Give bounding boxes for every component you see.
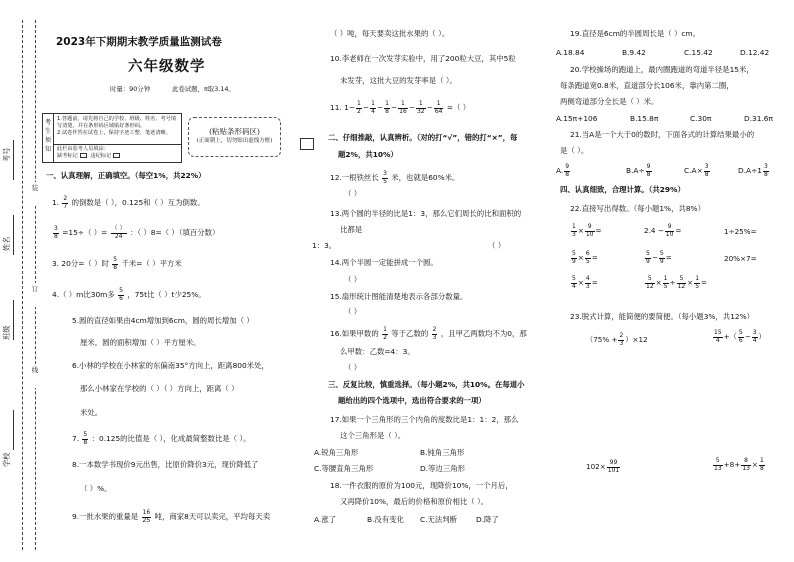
seal-char-3: 线 (30, 364, 40, 388)
fraction: $\frac{2}{3}$ (432, 326, 437, 341)
question-12: 12.一根铁丝长 $\frac{3}{5}$ 米，也就是60%米。 (330, 170, 460, 185)
question-16-line-1: 16.如果甲数的 $\frac{1}{2}$ 等于乙数的 $\frac{2}{3}$ ，且甲乙两数均不为0，那 (330, 326, 527, 341)
seal-char-1: 装 (30, 182, 40, 206)
q21-option-c[interactable]: C.A× $\frac{3}{8}$ (684, 163, 709, 178)
section-2-line-2: 题2%，共10%） (338, 150, 398, 159)
fraction: $\frac{2}{7}$ (63, 195, 68, 210)
q17-option-c[interactable]: C.等腰直角三角形 (314, 464, 374, 473)
barcode-area (188, 117, 281, 157)
missing-label: 缺考标记 (57, 153, 78, 159)
seal-char-2: 订 (30, 283, 40, 307)
time-note: 时量：90分钟 (110, 85, 151, 93)
label-exam-number: 考号 (2, 147, 11, 162)
notice-line-1: 1.答题前，请先将自己的学校、班级、姓名、考号填写清楚，并在条形码区域贴好条形码。 (57, 116, 177, 129)
q18-option-b[interactable]: B.没有变化 (367, 515, 404, 524)
fraction: $\frac{5}{8}$ (113, 256, 118, 271)
q18-option-d[interactable]: D.降了 (476, 515, 499, 524)
fraction: $\frac{1}{2}$ (383, 326, 387, 341)
q22-item-1: $\frac{1}{3}$ × $\frac{9}{10}$ = (572, 223, 602, 238)
pi-note: 此卷试题，π取3.14。 (172, 85, 235, 93)
question-19: 19.直径是6cm的半圆周长是（ ）cm。 (570, 29, 701, 38)
question-9-cont: （ ）吨，每天要卖这批水果的（ ）。 (330, 29, 450, 38)
q20-option-d[interactable]: D.31.6π (744, 114, 773, 123)
fraction: $\frac{9}{8}$ (565, 163, 570, 178)
label-school: 学校 (2, 452, 11, 467)
score-box (300, 138, 314, 150)
section-1-title: 一、认真理解，正确填空。（每空1%，共22%） (46, 171, 206, 180)
missing-checkbox[interactable] (80, 153, 87, 158)
barcode-label: (粘贴条形码区) (209, 127, 260, 136)
question-16-answer: （ ） (344, 363, 362, 372)
fraction: $\frac{3}{5}$ (383, 170, 387, 185)
q20-option-a[interactable]: A.15π+106 (556, 114, 598, 123)
question-1: 1. $\frac{2}{7}$ 的倒数是（ ），0.125和（ ）互为倒数。 (52, 195, 205, 210)
violation-checkbox[interactable] (113, 153, 120, 158)
fraction: $\frac{1}{4}$ (371, 100, 375, 115)
question-4: 4.（ ）m比30m多 $\frac{5}{6}$ ，75t比（ ）t少25%。 (52, 287, 206, 302)
name-field (13, 215, 14, 255)
question-5-line-1: 5.圆的直径如果由4cm增加到6cm，圆的周长增加（ ） (72, 316, 254, 325)
exam-number-field (13, 140, 14, 180)
section-4-title: 四、认真细致，合理计算。（共29%） (560, 185, 685, 194)
q22-item-8: $\frac{5}{12}$ × $\frac{1}{5}$ ÷ $\frac{5}{12}$ × $\frac{1}{5}$ = (646, 275, 708, 290)
q22-item-4: $\frac{5}{9}$ × $\frac{6}{5}$ = (572, 250, 598, 265)
fraction: $\frac{1}{64}$ (434, 100, 443, 115)
missing-note: 此栏由监考人员填涂： (57, 146, 109, 152)
question-13-line-1: 13.两个圆的半径的比是1：3，那么它们周长的比和面积的 (330, 209, 522, 218)
question-7: 7. $\frac{5}{8}$ ：0.125的比值是（ ），化成最简整数比是（ ）。 (72, 431, 251, 446)
q17-option-d[interactable]: D.等边三角形 (420, 464, 465, 473)
violation-label: 违纪标记 (90, 153, 112, 159)
q19-option-d[interactable]: D.12.42 (740, 48, 770, 57)
question-9: 9.一批水果的重量是 $\frac{16}{25}$ 吨，商家8天可以卖完，平均每天卖 (72, 509, 271, 524)
question-14-answer: （ ） (344, 275, 362, 284)
q19-option-a[interactable]: A.18.84 (556, 48, 585, 57)
q17-option-b[interactable]: B.钝角三角形 (420, 448, 465, 457)
class-field (13, 300, 14, 340)
question-3: 3. 20分=（ ）时 $\frac{5}{8}$ 千米=（ ）平方米 (52, 256, 182, 271)
q23-item-3: 102× $\frac{99}{101}$ (586, 459, 620, 474)
fraction: $\frac{16}{25}$ (142, 509, 151, 524)
label-class: 班级 (2, 325, 11, 340)
q18-option-a[interactable]: A.涨了 (314, 515, 337, 524)
question-18-line-1: 18.一件衣服的原价为100元，现降价10%，一个月后， (330, 481, 513, 490)
label-name: 姓名 (2, 236, 11, 251)
q23-item-4: $\frac{5}{13}$ +8+ $\frac{8}{13}$ × $\frac{1}{8}$ (714, 457, 764, 472)
question-10-line-1: 10.李老师在一次发芽实验中，用了200粒大豆，其中5粒 (330, 54, 516, 63)
question-22-title: 22.直接写出得数。（每小题1%，共8%） (570, 204, 705, 213)
question-20-line-1: 20.学校操场的跑道上，最内圈跑道的弯道半径是15米， (570, 65, 754, 74)
question-15: 15.扇形统计图能清楚地表示各部分数量。 (330, 292, 468, 301)
school-field (13, 410, 14, 450)
question-2: $\frac{3}{8}$ =15÷（ ）= $\frac{( )}{24}$ ：（ ）8=（ ）（填百分数） (54, 225, 220, 240)
question-13-line-2: 比都是 (340, 225, 363, 234)
fraction: $\frac{1}{8}$ (385, 100, 389, 115)
q22-item-3: 1÷25%= (724, 227, 757, 236)
fraction: $\frac{3}{8}$ (54, 225, 58, 240)
section-3-line-1: 三、反复比较，慎重选择。（每小题2%，共10%。在每道小 (328, 380, 525, 389)
q22-item-7: $\frac{5}{4}$ × $\frac{4}{3}$ = (572, 275, 598, 290)
q23-item-1: （75% + $\frac{2}{3}$ ）×12 (586, 332, 648, 347)
question-20-line-3: 两侧弯道部分全长是（ ）米。 (560, 97, 659, 106)
notice-box (42, 113, 182, 163)
q22-item-5: $\frac{5}{9}$ − $\frac{5}{9}$ = (646, 250, 672, 265)
fraction: $\frac{1}{2}$ (357, 100, 361, 115)
q19-option-b[interactable]: B.9.42 (622, 48, 646, 57)
fraction: $\frac{( )}{24}$ (111, 225, 126, 240)
question-5-line-2: 厘米，圆的面积增加（ ）平方厘米。 (80, 338, 201, 347)
q19-option-c[interactable]: C.15.42 (684, 48, 713, 57)
q21-option-a[interactable]: A. $\frac{9}{8}$ (556, 163, 570, 178)
fraction: $\frac{5}{6}$ (119, 287, 123, 302)
question-13-answer: （ ） (488, 241, 506, 250)
q22-item-2: 2.4 − $\frac{9}{10}$ = (644, 223, 682, 238)
question-6-line-2: 那么小林家在学校的（ ）（ ）方向上，距离（ ） (80, 384, 239, 393)
question-16-line-2: 么甲数：乙数=4：3。 (340, 347, 415, 356)
question-17-line-1: 17.如果一个三角形的三个内角的度数比是1：1：2，那么 (330, 415, 519, 424)
question-21-line-2: 是（ ）。 (560, 146, 589, 155)
question-18-line-2: 又再降价10%，最后的价格和原价相比（ ）。 (340, 497, 489, 506)
fraction: $\frac{5}{8}$ (83, 431, 88, 446)
fraction: $\frac{9}{8}$ (646, 163, 651, 178)
question-8-line-2: （ ）%。 (80, 484, 112, 493)
question-20-line-2: 每条跑道宽0.8米，直道部分长106米，靠内第二圈， (560, 81, 734, 90)
notice-label: 考生须知 (43, 114, 54, 162)
question-21-line-1: 21.当A是一个大于0的数时，下面各式的计算结果最小的 (570, 130, 755, 139)
question-15-answer: （ ） (344, 307, 362, 316)
question-13-line-3: 1：3。 (312, 241, 337, 250)
q20-option-b[interactable]: B.15.8π (630, 114, 659, 123)
exam-title: 2023年下期期末教学质量监测试卷 (56, 36, 222, 48)
q17-option-a[interactable]: A.锐角三角形 (314, 448, 359, 457)
fraction: $\frac{3}{8}$ (764, 163, 768, 178)
q21-option-d[interactable]: D.A÷1 $\frac{3}{8}$ (738, 163, 768, 178)
question-14: 14.两个半圆一定能拼成一个圆。 (330, 258, 438, 267)
barcode-sub: (正面朝上，切勿贴出虚线方框) (196, 138, 273, 144)
question-12-answer: （ ） (344, 189, 362, 198)
question-6-line-3: 米处。 (80, 408, 103, 417)
question-8-line-1: 8.一本数学书现价9元出售，比原价降价3元，现价降低了 (72, 460, 259, 469)
section-3-line-2: 题给出的四个选项中，选出符合要求的一项） (338, 396, 486, 405)
q20-option-c[interactable]: C.30π (690, 114, 712, 123)
q23-item-2: $\frac{15}{4}$ +（ $\frac{5}{6}$ − $\frac{3}{4}$ ） (714, 329, 766, 344)
question-17-line-2: 这个三角形是（ ）。 (340, 431, 406, 440)
question-6-line-1: 6.小林的学校在小林家的东偏南35°方向上，距离800米处， (72, 361, 269, 370)
fraction: $\frac{3}{8}$ (704, 163, 709, 178)
section-2-line-1: 二、仔细推敲，认真辨析。（对的打“√”，错的打“×”，每 (328, 133, 518, 142)
binding-line-outer (22, 20, 23, 550)
fraction: $\frac{1}{16}$ (399, 100, 407, 115)
question-23-title: 23.脱式计算，能简便的要简便。（每小题3%，共12%） (570, 312, 755, 321)
question-11: 11. 1− $\frac{1}{2}$ − $\frac{1}{4}$ − $\frac{1}{8}$ − $\frac{1}{16}$ − $\frac{1}{32}$ − $\frac{1}{64}$ =（ ） (330, 100, 471, 115)
notice-line-2: 2.试卷作答在试卷上，保持字迹工整，笔迹清晰。 (57, 130, 171, 136)
question-10-line-2: 未发芽，这批大豆的发芽率是（ ）。 (340, 76, 457, 85)
q22-item-6: 20%×7= (724, 254, 757, 263)
notice-divider (54, 144, 181, 145)
q18-option-c[interactable]: C.无法判断 (420, 515, 458, 524)
fraction: $\frac{1}{32}$ (416, 100, 425, 115)
q21-option-b[interactable]: B.A÷ $\frac{9}{8}$ (626, 163, 651, 178)
subject-title: 六年级数学 (128, 59, 206, 75)
